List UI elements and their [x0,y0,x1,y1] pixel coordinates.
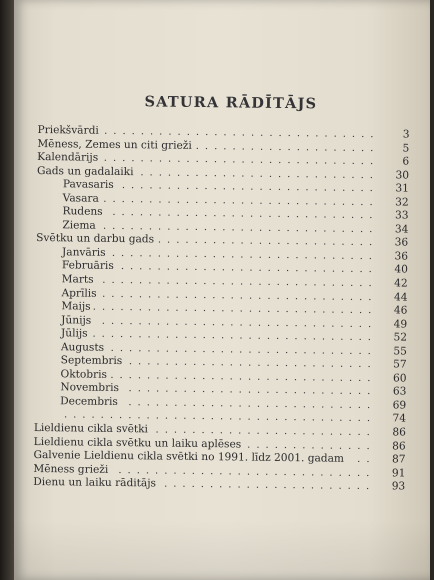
toc-entry-page-number: 31 [395,182,409,195]
toc-leader-dots: .............................. [101,315,378,330]
toc-leader-dots: .............................. [102,274,378,290]
toc-entry-label: Aprīlis [61,286,97,300]
toc-leader-dots: ........................... [128,356,377,371]
toc-entry-label: Novembris [60,381,120,395]
toc-leader-dots: ........................... [128,397,377,412]
toc-entry-page-number: 36 [394,236,409,249]
toc-entry-label: Februāris [61,259,114,273]
toc-leader-dots: .......................... [140,166,380,181]
toc-entry-label: Janvāris [61,246,106,259]
toc-leader-dots: .............................. [102,220,379,235]
toc-entry-label: Galvenie Lieldienu cikla svētki no 1991. līdz 2001. gadam [33,449,345,465]
toc-leader-dots: ............................ [121,180,379,195]
toc-leader-dots: ............................ [120,261,378,276]
toc-leader-dots: ............................. [110,369,377,385]
toc-entry-page-number: 3 [402,128,410,141]
toc-entry-label: Jūnijs [61,313,92,327]
toc-entry-page-number: 86 [392,439,406,453]
toc-entry-page-number: 44 [393,290,408,304]
toc-entry-label: Marts [61,273,94,286]
toc-leader-dots: ............................. [110,342,377,357]
toc-entry-label: Rudens [62,205,103,219]
toc-entry-label: Decembris [60,395,118,408]
toc-entry-page-number: 69 [392,399,407,412]
toc-entry-label: Svētku un darbu gads [36,232,155,246]
toc-list [33,124,409,494]
toc-leader-dots: .............. [247,439,376,452]
toc-entry-label: Lieldienu cikla svētki [33,422,149,436]
toc-entry-label: Vasara [62,192,99,205]
toc-entry-page-number: 46 [393,304,408,317]
toc-entry-page-number: 40 [394,263,408,277]
toc-entry-label: Mēness, Zemes un citi grieži [37,137,192,152]
toc-leader-dots: ............................... [92,301,378,317]
page-shadow [14,520,430,580]
toc-entry-label: Priekšvārdi [37,123,99,137]
toc-leader-dots: .............................. [103,152,380,168]
toc-leader-dots: ............................. [111,247,379,263]
toc-entry-page-number: 32 [395,196,409,209]
toc-entry-page-number: 74 [392,412,407,426]
toc-leader-dots: .................... [195,140,380,154]
toc-entry-page-number: 49 [393,318,408,331]
page-title: SATURA RĀDĪTĀJS [144,93,318,113]
toc-entry-label: Jūlijs [60,327,88,340]
toc-leader-dots: ............................. [112,207,379,222]
toc-leader-dots: ............................ [118,464,376,479]
book-page [14,0,430,580]
toc-entry-label: Ziema [62,219,96,232]
toc-entry-page-number: 52 [393,331,408,344]
toc-entry-label: Kalendārijs [37,151,99,164]
toc-entry-label: Septembris [60,354,123,368]
toc-entry-label: Mēness grieži [33,462,109,476]
toc-leader-dots: .................................. [63,409,377,425]
toc-entry-page-number: 57 [393,358,407,371]
table-of-contents [33,92,410,494]
toc-entry-page-number: 63 [392,385,407,398]
toc-leader-dots: .. [357,454,376,466]
toc-leader-dots: ........................ [155,424,376,439]
toc-leader-dots: .............................. [102,288,378,303]
toc-entry-label: Gads un gadalaiki [36,164,134,178]
toc-entry-page-number: 33 [394,209,409,222]
toc-entry-page-number: 86 [392,426,406,439]
toc-leader-dots: ........................ [157,234,379,249]
toc-entry-page-number: 60 [392,372,407,385]
toc-entry-page-number: 42 [394,277,408,290]
toc-entry-page-number: 30 [395,169,410,182]
toc-entry-label: Pavasaris [62,178,114,192]
toc-entry-label: Augusts [60,341,105,354]
toc-entry-label: Maijs [61,300,91,313]
toc-leader-dots: .............................. [103,193,379,208]
toc-entry-page-number: 34 [394,223,409,236]
book-spine-shadow [0,0,14,580]
toc-leader-dots: ........................... [128,383,377,398]
toc-entry-label: Dienu un laiku rāditājs [33,476,157,490]
toc-leader-dots: ....................... [164,478,376,493]
toc-entry-page-number: 36 [394,250,409,263]
toc-entry-page-number: 91 [391,467,406,480]
toc-entry-page-number: 87 [391,453,406,466]
toc-entry-page-number: 5 [402,142,410,155]
toc-entry-page-number: 93 [391,480,406,493]
toc-leader-dots: ............................... [92,328,378,344]
toc-entry-label: Oktobris [60,368,108,381]
toc-entry-page-number: 6 [402,155,410,168]
toc-leader-dots: .............................. [104,125,380,141]
toc-entry-page-number: 55 [393,345,407,358]
toc-entry-label: Lieldienu cikla svētku un laiku aplēses [33,435,242,451]
